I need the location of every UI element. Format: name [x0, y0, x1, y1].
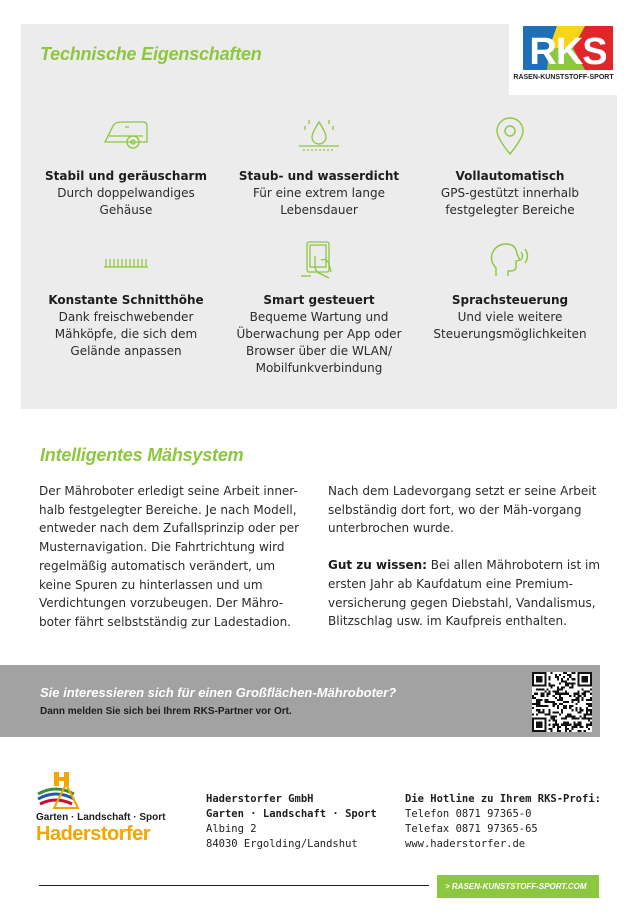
robot-mower-icon: [33, 116, 219, 158]
feature-desc: GPS-gestützt innerhalb festgelegter Bereiche: [440, 186, 580, 217]
rks-logo: [509, 24, 618, 95]
intro-paragraph-2: Nach dem Ladevorgang setzt er seine Arbeit selbständig dort fort, wo der Mäh-vorgang unterbrochen wurde.: [328, 484, 597, 536]
partner-name: Haderstorfer: [36, 823, 151, 845]
hotline-phone[interactable]: Telefon 0871 97365-0: [405, 808, 532, 820]
good-to-know-label: Gut zu wissen:: [328, 558, 427, 573]
section-title: Intelligentes Mähsystem: [40, 445, 244, 465]
street: Albing 2: [206, 823, 257, 835]
feature-title: Vollautomatisch: [455, 169, 565, 183]
feature-desc: Und viele weitere Steuerungsmöglichkeiten: [433, 310, 587, 341]
feature-desc: Bequeme Wartung und Überwachung per App oder Browser über die WLAN/ Mobilfunkverbindung: [236, 310, 402, 375]
feature-staub: [226, 116, 412, 219]
haderstorfer-logo: [36, 770, 176, 850]
address-block: [206, 792, 377, 852]
features-panel: [21, 24, 617, 409]
rks-logo-subtitle: RASEN-KUNSTSTOFF-SPORT: [513, 74, 614, 81]
company-name: Haderstorfer GmbH: [206, 793, 314, 805]
hotline-block: [405, 792, 601, 852]
grass-height-icon: [33, 240, 219, 282]
feature-title: Sprachsteuerung: [451, 293, 569, 307]
cta-banner: [0, 665, 600, 737]
feature-title: Staub- und wasserdicht: [238, 169, 400, 183]
footer-divider: [39, 885, 429, 886]
feature-stabil: [33, 116, 219, 219]
intro-left-column: [39, 482, 309, 632]
feature-desc: Für eine extrem lange Lebensdauer: [253, 186, 385, 217]
feature-title: Konstante Schnitthöhe: [48, 293, 204, 307]
intro-paragraph: Der Mähroboter erledigt seine Arbeit inner-halb festgelegter Bereiche. Je nach Modell, entweder nach dem Zufallsprinzip oder per Musternavigation. Die Fahrtrichtung wird regelmäßig automatisch verändert, um keine Spuren zu hinterlassen und um Verdichtungen vorzubeugen. Der Mähro-boter fährt selbstständig zur Ladestadion.: [39, 484, 300, 629]
intro-right-column: [328, 482, 603, 631]
voice-control-icon: [417, 240, 603, 282]
hotline-title: Die Hotline zu Ihrem RKS-Profi:: [405, 793, 601, 805]
good-to-know: [328, 556, 603, 631]
qr-code-pattern: [532, 672, 592, 732]
cta-answer: Dann melden Sie sich bei Ihrem RKS-Partner vor Ort.: [40, 706, 292, 717]
location-pin-icon: [417, 116, 603, 158]
feature-desc: Dank freischwebender Mähköpfe, die sich dem Gelände anpassen: [54, 310, 198, 358]
good-to-know-text: Bei allen Mährobotern ist im ersten Jahr ab Kaufdatum eine Premium-versicherung gegen Diebstahl, Vandalismus, Blitzschlag usw. im Kaufpreis enthalten.: [328, 558, 601, 629]
feature-sprache: [417, 240, 603, 343]
feature-vollautomatisch: [417, 116, 603, 219]
features-title: Technische Eigenschaften: [40, 44, 262, 64]
qr-code[interactable]: [532, 672, 592, 732]
tablet-hand-icon: [226, 240, 412, 282]
feature-schnitthoehe: [33, 240, 219, 360]
cta-question: Sie interessieren sich für einen Großflächen-Mähroboter?: [40, 685, 397, 700]
city: 84030 Ergolding/Landshut: [206, 838, 358, 850]
feature-desc: Durch doppelwandiges Gehäuse: [57, 186, 195, 217]
hotline-fax: Telefax 0871 97365-65: [405, 823, 538, 835]
partner-tagline: Garten · Landschaft · Sport: [36, 812, 166, 823]
water-drop-icon: [226, 116, 412, 158]
rks-logo-mark: [523, 26, 613, 70]
company-sub: Garten · Landschaft · Sport: [206, 808, 377, 820]
haderstorfer-logo-mark: [36, 770, 176, 812]
feature-smart: [226, 240, 412, 377]
rks-web-link[interactable]: > RASEN-KUNSTSTOFF-SPORT.COM: [437, 875, 599, 898]
feature-title: Stabil und geräuscharm: [45, 169, 207, 183]
rks-logo-letters: RKS: [529, 31, 607, 70]
feature-title: Smart gesteuert: [263, 293, 375, 307]
hotline-web-link[interactable]: www.haderstorfer.de: [405, 838, 526, 850]
